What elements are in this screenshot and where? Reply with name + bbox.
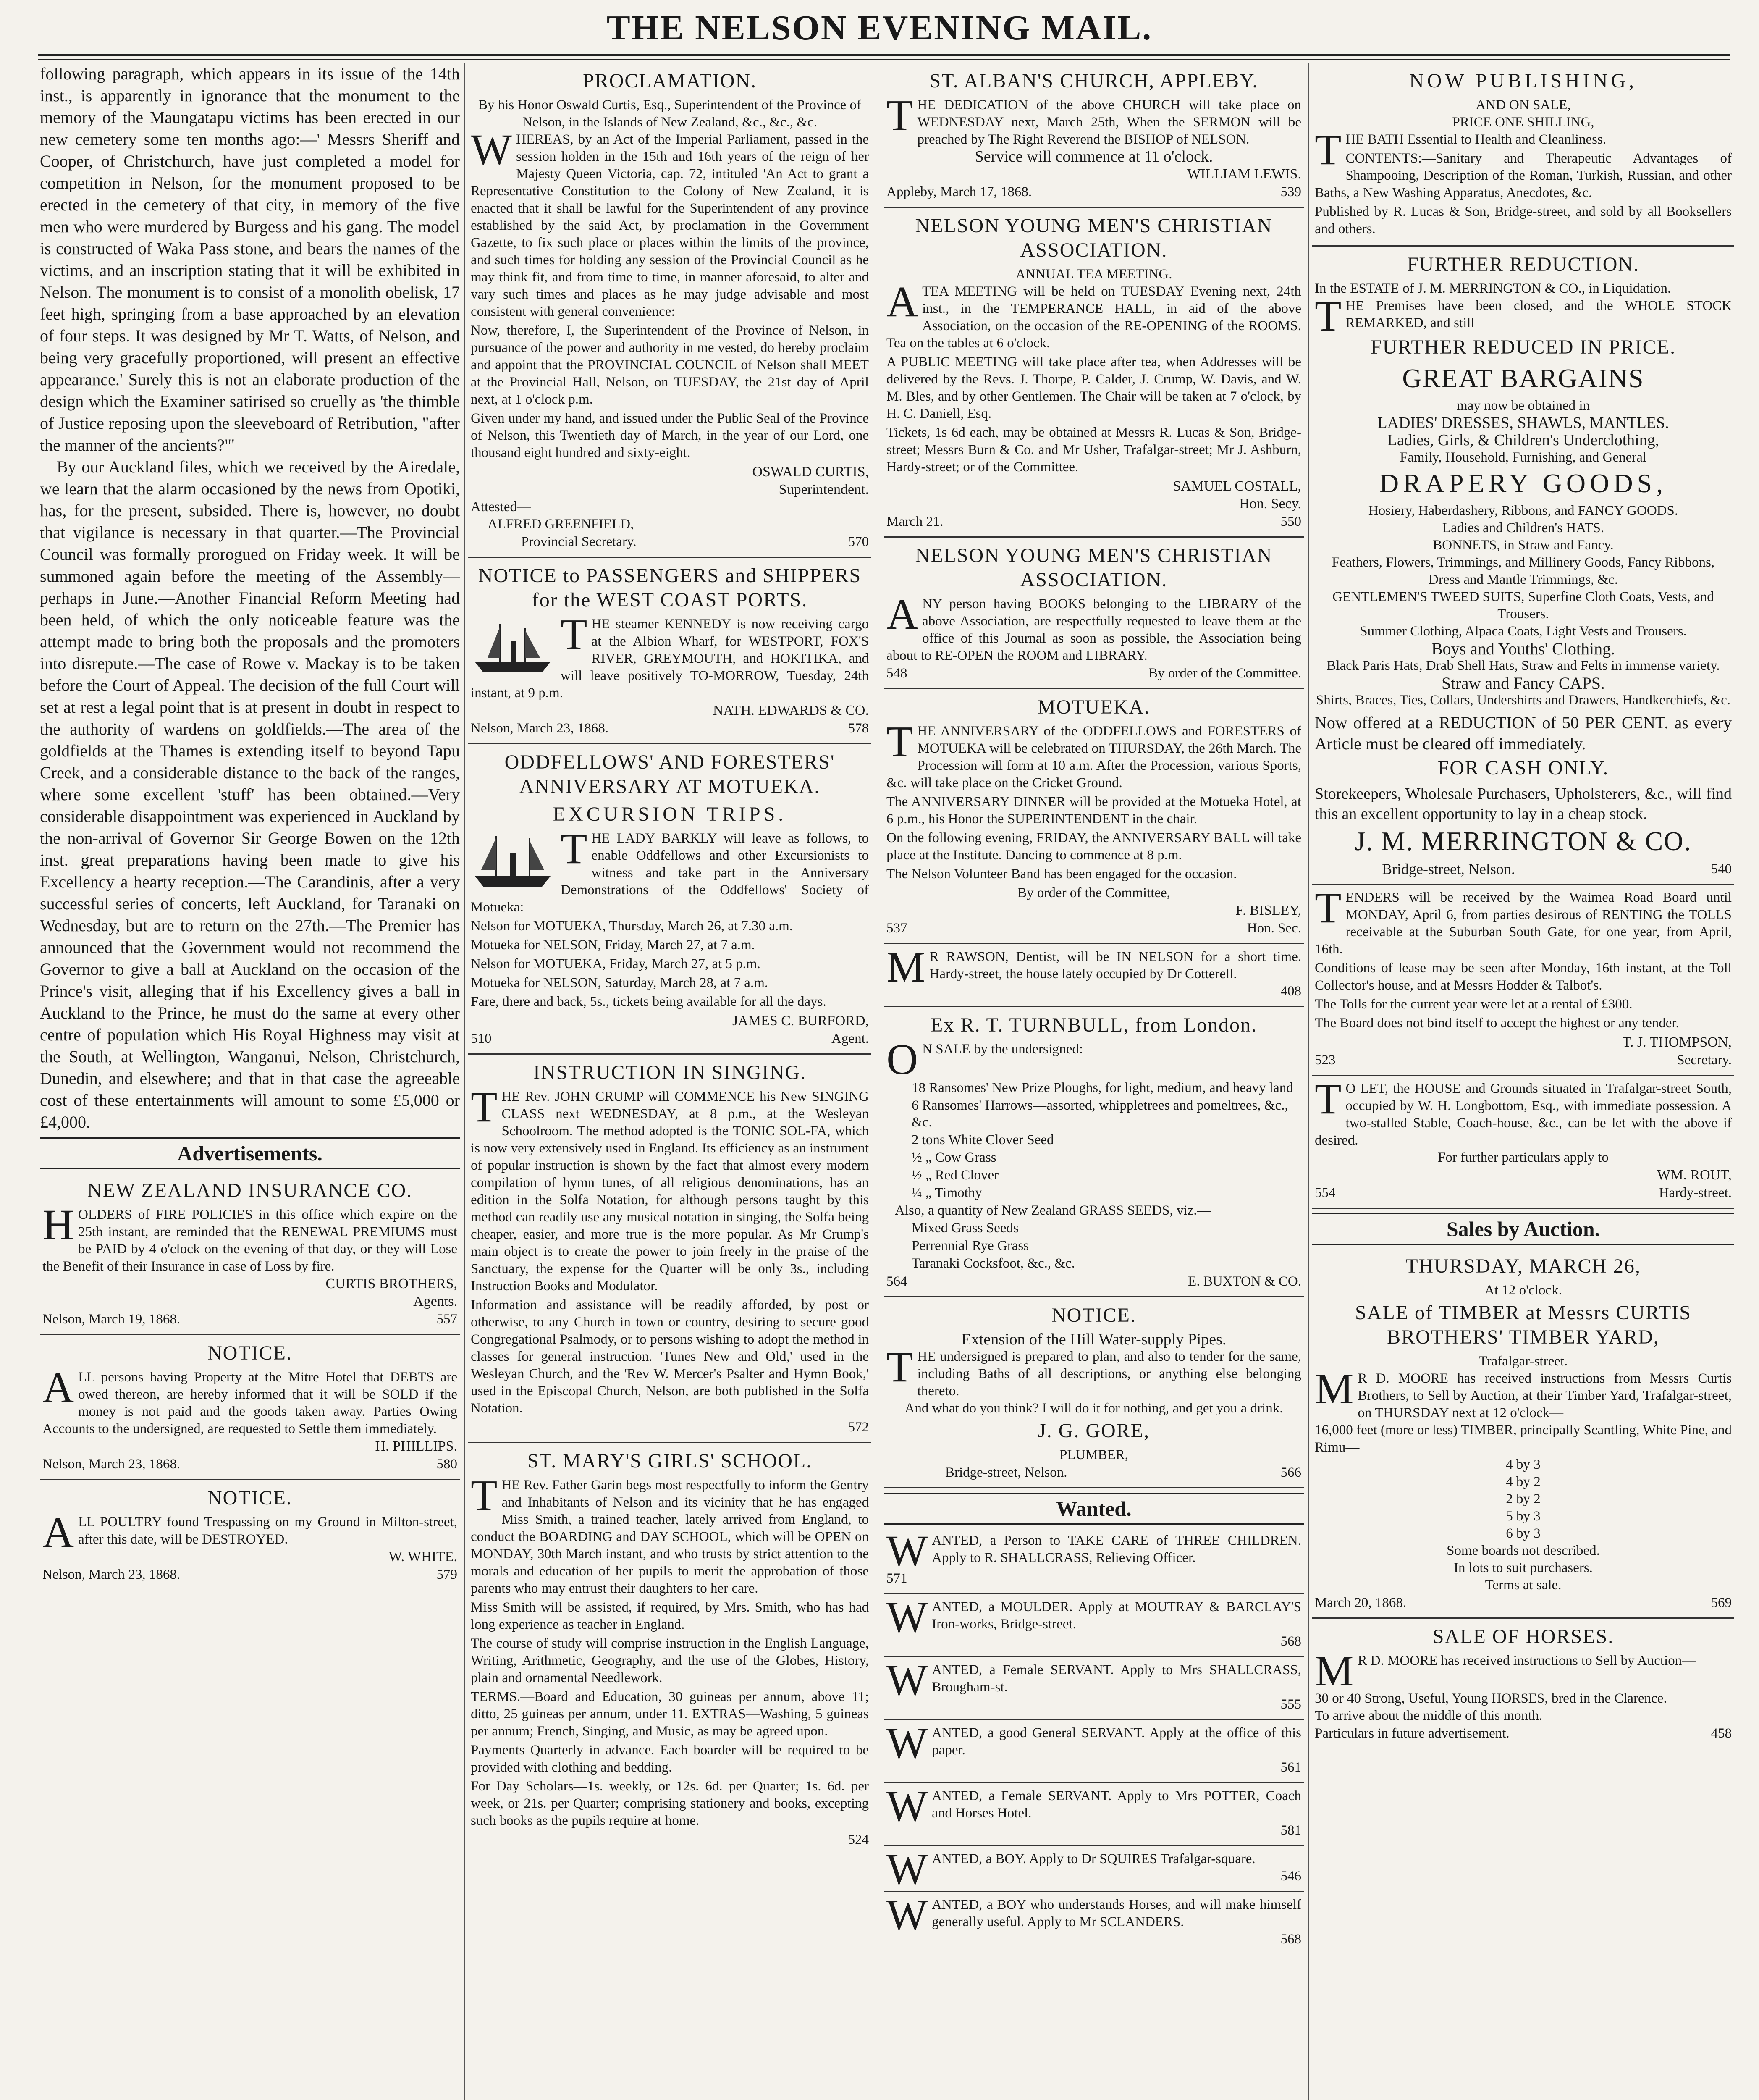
drop-cap: T xyxy=(471,1083,498,1131)
signature-role: Agents. xyxy=(413,1294,457,1309)
ad-line: GENTLEMEN'S TWEED SUITS, Superfine Cloth Coats, Vests, and Trousers. xyxy=(1332,589,1714,622)
ad-line: may now be obtained in xyxy=(1456,398,1590,413)
ad-number: 564 xyxy=(886,1274,907,1289)
ad-text: Published by R. Lucas & Son, Bridge-street, and sold by all Booksellers and others. xyxy=(1315,204,1732,236)
ad-number: 570 xyxy=(848,534,869,549)
ad-text: ANTED, a BOY who understands Horses, and will make himself generally useful. Apply to Mr SCLANDERS. xyxy=(932,1897,1301,1929)
masthead-rule xyxy=(38,54,1730,56)
ad-text: R D. MOORE has received instructions from Messrs Curtis Brothers, to Sell by Auction, at their Timber Yard, Trafalgar-street, on THURSDAY next at 12 o'clock— xyxy=(1358,1371,1732,1420)
masthead xyxy=(0,0,1759,55)
ad-text: HE BATH Essential to Health and Cleanliness. xyxy=(1345,132,1607,147)
news-article xyxy=(40,63,460,1133)
ad-turnbull xyxy=(884,1007,1304,1297)
wanted-ad xyxy=(884,1528,1304,1594)
attest-name: ALFRED GREENFIELD, xyxy=(488,517,634,532)
ad-text: ANTED, a Female SERVANT. Apply to Mrs SHALLCRASS, Brougham-st. xyxy=(932,1662,1301,1695)
signature: F. BISLEY, xyxy=(1235,903,1301,918)
ad-text: The ANNIVERSARY DINNER will be provided at the Motueka Hotel, at 6 p.m., his Honor the SUPERINTENDENT in the chair. xyxy=(886,794,1301,827)
ad-line: Hosiery, Haberdashery, Ribbons, and FANCY GOODS. xyxy=(1368,503,1678,518)
ad-to-let xyxy=(1312,1076,1734,1209)
ad-subtitle: ANNUAL TEA MEETING. xyxy=(1015,267,1172,282)
ad-headline: J. M. MERRINGTON & CO. xyxy=(1355,826,1692,856)
drop-cap: W xyxy=(886,1719,928,1767)
ad-text: R RAWSON, Dentist, will be IN NELSON for a short time. Hardy-street, the house lately occupied by Dr Cotterell. xyxy=(929,949,1301,982)
ad-text: Now, therefore, I, the Superintendent of the Province of Nelson, in pursuance of the power and authority in me vested, do hereby proclaim and appoint that the PROVINCIAL COUNCIL of Nelson shall MEET at the Provincial Hall, Nelson, on TUESDAY, the 21st day of April next, at 1 o'clock p.m. xyxy=(471,323,869,407)
ad-date: Nelson, March 23, 1868. xyxy=(471,721,609,736)
ad-headline: DRAPERY GOODS, xyxy=(1379,468,1667,498)
auction-header: Sales by Auction. xyxy=(1312,1213,1734,1245)
advertisements-header: Advertisements. xyxy=(40,1137,460,1169)
ad-line: Family, Household, Furnishing, and General xyxy=(1400,450,1647,465)
ad-text: ANTED, a Female SERVANT. Apply to Mrs POTTER, Coach and Horses Hotel. xyxy=(932,1788,1301,1821)
ad-number: 581 xyxy=(1280,1823,1301,1838)
drop-cap: T xyxy=(1315,292,1342,340)
ad-text: HE Rev. Father Garin begs most respectfully to inform the Gentry and Inhabitants of Nelson and its vicinity that he has engaged Miss Smith, a trained teacher, lately arrived from England, to conduct the BOARDING and DAY SCHOOL, which will be OPEN on MONDAY, 30th March instant, and who trusts by strict attention to the morals and education of her pupils to merit the approbation of those parents who may entrust their daughters to her care. xyxy=(471,1478,869,1596)
list-item: 2 tons White Clover Seed xyxy=(912,1132,1054,1147)
ad-number: 554 xyxy=(1315,1185,1336,1200)
drop-cap: M xyxy=(1315,1365,1354,1413)
list-item: Perrennial Rye Grass xyxy=(912,1238,1029,1253)
signature: H. PHILLIPS. xyxy=(375,1438,457,1454)
ad-number: 569 xyxy=(1711,1595,1732,1610)
ad-number: 566 xyxy=(1280,1465,1301,1480)
ad-title: MOTUEKA. xyxy=(1038,696,1150,718)
trip-item: Nelson for MOTUEKA, Friday, March 27, at 5 p.m. xyxy=(471,956,760,971)
ad-text: OLDERS of FIRE POLICIES in this office which expire on the 25th instant, are reminded that the RENEWAL PREMIUMS must be PAID by 4 o'clock on the evening of that day, or they will Lose the Benefit of their Insurance in case of Loss by fire. xyxy=(42,1207,457,1274)
news-paragraph: following paragraph, which appears in its issue of the 14th inst., is apparently in ignorance that the monument to the memory of the Maungatapu victims has been erected in our new cemetery some ten months ago:—' Messrs Sheriff and Cooper, of Christchurch, have just completed a model for competition in Nelson, for the monument proposed to be erected in the cemetery of that city, in memory of the five men who were murdered by Burgess and his gang. The model is constructed of Waka Pass stone, and bears the names of the victims, and an inscription stating that it will be exhibited in Nelson. The monument is to consist of a monolith obelisk, 17 feet high, springing from a base approached by an elevation of four steps. It was designed by Mr T. Watts, of Nelson, and being very gracefully proportioned, will present an effective appearance.' Surely this is not an elaborate production of the design which the Examiner satirised so cruelly as 'the thimble of Justice reposing upon the sleeveboard of Retribution, "after the manner of the ancients?"' xyxy=(40,64,460,454)
signature: CURTIS BROTHERS, xyxy=(325,1276,457,1292)
ad-subtitle: AND ON SALE, xyxy=(1476,97,1571,113)
ad-text: The course of study will comprise instruction in the English Language, Writing, Arithmetic, Geography, and the use of the Globes, History, plain and ornamental Needlework. xyxy=(471,1636,869,1685)
ad-motueka xyxy=(884,689,1304,944)
news-paragraph: By our Auckland files, which we received by the Airedale, we learn that the alarm occasioned by the news from Opotiki, has, for the present, subsided. There is, however, no doubt that vigilance is necessary in that quarter.—The Provincial Council was formally prorogued on Friday week. It will be summoned again before the meeting of the Assembly—perhaps in June.—Another Financial Reform Meeting had been held, of which the only noticeable feature was the attempt made to bring both the proposals and the promoters into disrepute.—The case of Rowe v. Mackay is to be taken before the Court of Appeal. The decision of the full Court will set at rest a legal point that is at present in doubt in respect to the authority of wardens on goldfields.—The area of the goldfields at the Thames is extending itself to beyond Tapu Creek, and a considerable distance to the back of the ranges, where some excellent 'stuff' has been obtained.—Very considerable disappointment was experienced in Auckland by the non-arrival of Governor Sir George Bowen on the 12th inst. great preparations having been made to give his Excellency a hearty reception.—The Carandinis, after a very successful series of concerts, left Auckland, for Taranaki on Wednesday, but are to return on the 27th.—The Premier has announced that the Government would not recommend the Governor to give a ball at Auckland on the occasion of the Prince's visit, alleging that if his Excellency gives a ball in Auckland to the Prince, he must do the same at every other centre of population which His Royal Highness may visit at the South, at Wellington, Wanganui, Nelson, Christchurch, Dunedin, and elsewhere; and that in that case the agreeable cost of these entertainments will amount to some £5,000 or £4,000. xyxy=(40,457,460,1131)
ad-st-marys xyxy=(468,1443,871,1854)
wanted-ad xyxy=(884,1657,1304,1720)
ad-text: Particulars in future advertisement. xyxy=(1315,1726,1510,1741)
column-ads-2 xyxy=(468,63,871,2100)
ad-text: The Tolls for the current year were let at a rental of £300. xyxy=(1315,997,1633,1012)
ad-text: Conditions of lease may be seen after Monday, 16th instant, at the Toll Collector's house, and at Messrs Hodder & Talbot's. xyxy=(1315,961,1732,993)
trip-item: Motueka for NELSON, Saturday, March 28, at 7 a.m. xyxy=(471,975,768,990)
column-ads-3 xyxy=(884,63,1304,2100)
list-item: 6 Ransomes' Harrows—assorted, whippletrees and pomeltrees, &c., &c. xyxy=(912,1098,1288,1130)
trip-item: Fare, there and back, 5s., tickets being available for all the days. xyxy=(471,994,826,1009)
drop-cap: W xyxy=(886,1656,928,1704)
ad-number: 537 xyxy=(886,921,907,936)
masthead-rule-thin xyxy=(38,59,1730,60)
ad-title: NOTICE. xyxy=(207,1342,292,1364)
ad-date: Appleby, March 17, 1868. xyxy=(886,184,1032,200)
ad-insurance xyxy=(40,1173,460,1335)
ad-line: Ladies, Girls, & Children's Underclothing, xyxy=(1387,431,1659,449)
ad-line: LADIES' DRESSES, SHAWLS, MANTLES. xyxy=(1377,414,1669,432)
ad-text: The Nelson Volunteer Band has been engaged for the occasion. xyxy=(886,866,1237,882)
drop-cap: T xyxy=(1315,126,1342,174)
ad-title: NOW PUBLISHING, xyxy=(1409,70,1638,92)
ad-line: Ladies and Children's HATS. xyxy=(1442,520,1604,536)
newspaper-title: THE NELSON EVENING MAIL. xyxy=(606,8,1153,47)
ad-title: NEW ZEALAND INSURANCE CO. xyxy=(87,1179,413,1202)
ad-text: Tickets, 1s 6d each, may be obtained at Messrs R. Lucas & Son, Bridge-street; Messrs Burn & Co. and Mr Usher, Trafalgar-street; Mr J. Ashburn, Hardy-street; or of the Committee. xyxy=(886,425,1301,475)
ad-text: To arrive about the middle of this month. xyxy=(1315,1708,1543,1723)
ad-text: In lots to suit purchasers. xyxy=(1454,1560,1593,1575)
drop-cap: T xyxy=(1315,884,1342,932)
drop-cap: T xyxy=(561,610,587,659)
ad-subtitle: At 12 o'clock. xyxy=(1484,1283,1562,1298)
drop-cap: T xyxy=(886,1343,913,1391)
ad-text: ANTED, a Person to TAKE CARE of THREE CHILDREN. Apply to R. SHALLCRASS, Relieving Officer. xyxy=(932,1533,1301,1565)
ad-number: 568 xyxy=(1280,1932,1301,1947)
drop-cap: W xyxy=(886,1782,928,1830)
ad-text: A PUBLIC MEETING will take place after tea, when Addresses will be delivered by the Revs. J. Thorpe, P. Calder, J. Crump, W. Davis, and W. M. Bles, and by other Gentlemen. The Chair will be taken at 7 o'clock, by H. C. Daniell, Esq. xyxy=(886,354,1301,421)
list-item: ½ „ Red Clover xyxy=(912,1168,999,1183)
ad-text: ENDERS will be received by the Waimea Road Board until MONDAY, April 6, from parties desirous of RENTING the TOLLS receivable at the Suburban South Gate, for one year, from April, 16th. xyxy=(1315,890,1732,957)
drop-cap: A xyxy=(42,1508,74,1557)
ship-icon xyxy=(471,830,555,893)
ad-number: 580 xyxy=(436,1457,457,1472)
ad-notice-mitre xyxy=(40,1335,460,1480)
ad-number: 539 xyxy=(1280,184,1301,200)
ad-byline: By order of the Committee, xyxy=(1017,885,1170,900)
ad-text: ANTED, a BOY. Apply to Dr SQUIRES Trafalgar-square. xyxy=(932,1851,1256,1866)
ad-number: 557 xyxy=(436,1312,457,1327)
size-item: 4 by 2 xyxy=(1506,1474,1541,1489)
drop-cap: A xyxy=(886,590,918,638)
ad-number: 578 xyxy=(848,721,869,736)
ad-notice-poultry xyxy=(40,1480,460,1589)
signature-role: Superintendent. xyxy=(779,482,869,497)
ad-number: 550 xyxy=(1280,514,1301,529)
signature-role: Hon. Secy. xyxy=(1239,496,1301,512)
drop-cap: A xyxy=(42,1363,74,1412)
ad-passengers xyxy=(468,558,871,744)
drop-cap: M xyxy=(886,943,925,991)
column-divider xyxy=(1308,63,1309,2100)
ad-title: PROCLAMATION. xyxy=(582,70,757,92)
ad-date: March 20, 1868. xyxy=(1315,1595,1407,1610)
ad-line: Feathers, Flowers, Trimmings, and Millinery Goods, Fancy Ribbons, Dress and Mantle Trimmings, &c. xyxy=(1332,555,1715,587)
ad-text: HEREAS, by an Act of the Imperial Parliament, passed in the session holden in the 15th and 16th years of the reign of her Majesty Queen Victoria, cap. 72, intituled 'An Act to grant a Representative Constitution to the Colony of New Zealand, it is enacted that it shall be lawful for the Superintendent of any province established by the said Act, by proclamation in the Government Gazette, to fix such place or places within the limits of the province, and such times for holding any session of the Provincial Council as he may think fit, and from time to time, in manner aforesaid, to alter and vary such times and places as he may judge advisable and most consistent with general convenience: xyxy=(471,132,869,319)
ad-line: Storekeepers, Wholesale Purchasers, Upholsterers, &c., will find this an excellent opportunity to lay in a cheap stock. xyxy=(1315,785,1732,823)
list-item: ¼ „ Timothy xyxy=(912,1185,982,1200)
ad-text: The Board does not bind itself to accept the highest or any tender. xyxy=(1315,1016,1679,1031)
ad-text: Payments Quarterly in advance. Each boarder will be required to be provided with clothing and bedding. xyxy=(471,1743,869,1775)
ad-text: HE LADY BARKLY will leave as follows, to enable Oddfellows and other Excursionists to witness and take part in the Anniversary Demonstrations of the Oddfellows' Society of Motueka:— xyxy=(471,831,869,915)
ad-line: Now offered at a REDUCTION of 50 PER CENT. as every Article must be cleared off immediately. xyxy=(1315,713,1732,753)
drop-cap: A xyxy=(886,278,918,326)
drop-cap: T xyxy=(886,717,913,766)
ad-title: ST. MARY'S GIRLS' SCHOOL. xyxy=(527,1450,813,1472)
wanted-ad xyxy=(884,1783,1304,1846)
ad-line: Straw and Fancy CAPS. xyxy=(1442,674,1605,693)
ad-waimea-tolls xyxy=(1312,885,1734,1076)
ad-number: 572 xyxy=(848,1420,869,1435)
ad-title: NOTICE. xyxy=(1051,1304,1136,1326)
ad-title: NELSON YOUNG MEN'S CHRISTIAN ASSOCIATION. xyxy=(915,544,1273,591)
ad-horse-sale xyxy=(1312,1619,1734,1748)
ad-text: CONTENTS:—Sanitary and Therapeutic Advantages of Shampooing, Description of the Roman, Turkish, Russian, and other Baths, a New Washing Apparatus, Anecdotes, &c. xyxy=(1315,151,1732,200)
ad-date: March 21. xyxy=(886,514,944,529)
ad-text: Given under my hand, and issued under the Public Seal of the Province of Nelson, this Twentieth day of March, in the year of our Lord, one thousand eight hundred and sixty-eight. xyxy=(471,411,869,460)
ad-text: ANTED, a good General SERVANT. Apply at the office of this paper. xyxy=(932,1725,1301,1758)
wanted-ad xyxy=(884,1846,1304,1892)
ad-title: NELSON YOUNG MEN'S CHRISTIAN ASSOCIATION. xyxy=(915,215,1273,261)
trip-item: Nelson for MOTUEKA, Thursday, March 26, at 7.30 a.m. xyxy=(471,919,793,934)
signature: SAMUEL COSTALL, xyxy=(1173,478,1301,494)
size-item: 4 by 3 xyxy=(1506,1457,1541,1472)
ad-text: TEA MEETING will be held on TUESDAY Evening next, 24th inst., in the TEMPERANCE HALL, in aid of the above Association, on the occasion of the RE-OPENING of the ROOMS. Tea on the tables at 6 o'clock. xyxy=(886,284,1301,351)
signature-role: Secretary. xyxy=(1677,1053,1732,1068)
signature: J. G. GORE, xyxy=(1038,1420,1150,1442)
column-divider xyxy=(464,63,465,2100)
ad-title: THURSDAY, MARCH 26, xyxy=(1405,1255,1641,1277)
drop-cap: W xyxy=(886,1891,928,1939)
ad-number: 571 xyxy=(886,1571,907,1586)
wanted-ad xyxy=(884,1720,1304,1783)
ad-intro: By his Honor Oswald Curtis, Esq., Superintendent of the Province of Nelson, in the Islands of New Zealand, &c., &c., &c. xyxy=(478,97,861,130)
drop-cap: T xyxy=(561,824,587,873)
signature: WILLIAM LEWIS. xyxy=(1187,166,1301,182)
drop-cap: T xyxy=(1315,1075,1342,1123)
ad-text: NY person having BOOKS belonging to the LIBRARY of the above Association, are respectfully requested to leave them at the office of this Journal as soon as possible, the Association being about to RE-OPEN the ROOM and LIBRARY. xyxy=(886,596,1301,663)
ad-date: Nelson, March 19, 1868. xyxy=(42,1312,181,1327)
wanted-header: Wanted. xyxy=(884,1493,1304,1525)
ad-line: Boys and Youths' Clothing. xyxy=(1431,639,1615,658)
ad-number: 524 xyxy=(848,1832,869,1847)
ad-text: LL POULTRY found Trespassing on my Ground in Milton-street, after this date, will be DESTROYED. xyxy=(78,1515,457,1547)
ad-title: Ex R. T. TURNBULL, from London. xyxy=(931,1014,1257,1036)
ad-number: 540 xyxy=(1711,861,1732,877)
ad-ymca-books xyxy=(884,538,1304,689)
ad-ymca-tea xyxy=(884,208,1304,538)
ad-text: LL persons having Property at the Mitre Hotel that DEBTS are owed thereon, are hereby informed that it will be SOLD if the money is not paid and the goods taken away. Parties Owing Accounts to the undersigned, are requested to Settle them immediately. xyxy=(42,1370,457,1436)
ad-number: 579 xyxy=(436,1567,457,1582)
ad-title: INSTRUCTION IN SINGING. xyxy=(533,1061,806,1084)
column-ads-4 xyxy=(1312,63,1734,2100)
list-item: ½ „ Cow Grass xyxy=(912,1150,996,1165)
ad-text: HE ANNIVERSARY of the ODDFELLOWS and FORESTERS of MOTUEKA will be celebrated on THURSDAY, the 26th March. The Procession will form at 10 a.m. After the Procession, various Sports, &c. will take place on the Cricket Ground. xyxy=(886,724,1301,790)
ad-subtitle: Trafalgar-street. xyxy=(1479,1354,1568,1369)
ad-singing xyxy=(468,1055,871,1443)
signature: T. J. THOMPSON, xyxy=(1622,1034,1732,1050)
size-item: 2 by 2 xyxy=(1506,1491,1541,1507)
ad-text: For Day Scholars—1s. weekly, or 12s. 6d. per Quarter; 1s. 6d. per week, or 21s. per Quarter; comprising stationery and books, excepting such books as the pupils require at home. xyxy=(471,1779,869,1828)
ad-text: On the following evening, FRIDAY, the ANNIVERSARY BALL will take place at the Institute. Dancing to commence at 8 p.m. xyxy=(886,830,1301,863)
drop-cap: T xyxy=(471,1471,498,1520)
ad-title: ODDFELLOWS' AND FORESTERS' ANNIVERSARY AT MOTUEKA. xyxy=(504,751,835,798)
signature-role: PLUMBER, xyxy=(1059,1447,1129,1462)
ad-text: HE Premises have been closed, and the WHOLE STOCK REMARKED, and still xyxy=(1345,298,1732,331)
drop-cap: W xyxy=(471,126,512,174)
ad-number: 555 xyxy=(1280,1697,1301,1712)
ad-place: Bridge-street, Nelson. xyxy=(1382,861,1515,877)
ad-line: Summer Clothing, Alpaca Coats, Light Vests and Trousers. xyxy=(1360,624,1687,639)
ad-number: 548 xyxy=(886,666,907,681)
ad-text: HE DEDICATION of the above CHURCH will take place on WEDNESDAY next, March 25th, When the SERMON will be preached by The Right Reverend the BISHOP of NELSON. xyxy=(917,97,1301,147)
ad-title: NOTICE to PASSENGERS and SHIPPERS for the WEST COAST PORTS. xyxy=(478,564,862,611)
signature: JAMES C. BURFORD, xyxy=(732,1013,869,1029)
ad-title: ST. ALBAN'S CHURCH, APPLEBY. xyxy=(929,70,1258,92)
list-item: 18 Ransomes' New Prize Ploughs, for light, medium, and heavy land xyxy=(912,1080,1293,1095)
ad-subtitle: PRICE ONE SHILLING, xyxy=(1452,115,1594,130)
ad-title: SALE OF HORSES. xyxy=(1432,1625,1614,1648)
ad-rawson xyxy=(884,944,1304,1007)
ad-number: 458 xyxy=(1711,1726,1732,1741)
drop-cap: W xyxy=(886,1845,928,1893)
ad-title: NOTICE. xyxy=(207,1487,292,1509)
signature: W. WHITE. xyxy=(388,1549,457,1564)
signature-role: Agent. xyxy=(831,1031,869,1046)
ad-line: Shirts, Braces, Ties, Collars, Undershirts and Drawers, Handkerchiefs, &c. xyxy=(1316,693,1731,708)
ad-text: Terms at sale. xyxy=(1485,1578,1562,1593)
ad-subtitle: EXCURSION TRIPS. xyxy=(553,803,787,825)
wanted-ad xyxy=(884,1892,1304,1954)
ad-date: Nelson, March 23, 1868. xyxy=(42,1457,181,1472)
ship-icon xyxy=(471,616,555,679)
ad-title: SALE of TIMBER at Messrs CURTIS BROTHERS' TIMBER YARD, xyxy=(1355,1302,1691,1348)
ad-text: For further particulars apply to xyxy=(1438,1150,1609,1165)
ad-line: BONNETS, in Straw and Fancy. xyxy=(1433,538,1614,553)
ad-publishing xyxy=(1312,63,1734,247)
signature: NATH. EDWARDS & CO. xyxy=(713,703,869,718)
ad-timber-sale xyxy=(1312,1248,1734,1619)
ad-number: 408 xyxy=(1280,984,1301,999)
ad-text: R D. MOORE has received instructions to Sell by Auction— xyxy=(1358,1653,1696,1668)
size-item: 5 by 3 xyxy=(1506,1509,1541,1524)
size-item: 6 by 3 xyxy=(1506,1526,1541,1541)
ad-subtitle: Extension of the Hill Water-supply Pipes. xyxy=(961,1331,1227,1348)
signature: WM. ROUT, xyxy=(1657,1167,1732,1183)
ad-text: And what do you think? I will do it for nothing, and get you a drink. xyxy=(904,1401,1283,1416)
ad-text: 16,000 feet (more or less) TIMBER, principally Scantling, White Pine, and Rimu— xyxy=(1315,1423,1732,1455)
ad-text: Miss Smith will be assisted, if required, by Mrs. Smith, who has had long experience as teacher in England. xyxy=(471,1600,869,1632)
ad-headline: FURTHER REDUCED IN PRICE. xyxy=(1370,336,1676,358)
attest-role: Provincial Secretary. xyxy=(521,534,637,549)
list-item: Also, a quantity of New Zealand GRASS SEEDS, viz.— xyxy=(895,1203,1211,1218)
ad-number: 568 xyxy=(1280,1634,1301,1649)
ad-text: Information and assistance will be readily afforded, by post or otherwise, to any Church in town or country, desiring to secure good Congregational Psalmody, or to persons wishing to adopt the method in classes for general instruction. 'Tunes New and Old,' used in the Wesleyan Church, and the 'Rev W. Mercer's Psalter and Hymn Book,' used in the Episcopal Church, Nelson, are both published in the Solfa Notation. xyxy=(471,1297,869,1416)
drop-cap: O xyxy=(886,1035,918,1084)
ad-date: Nelson, March 23, 1868. xyxy=(42,1567,181,1582)
signature: E. BUXTON & CO. xyxy=(1188,1274,1301,1289)
list-item: Mixed Grass Seeds xyxy=(912,1221,1019,1236)
ad-text: ANTED, a MOULDER. Apply at MOUTRAY & BARCLAY'S Iron-works, Bridge-street. xyxy=(932,1599,1301,1632)
ad-hill-water xyxy=(884,1297,1304,1488)
ad-oddfellows xyxy=(468,744,871,1055)
ad-line: Black Paris Hats, Drab Shell Hats, Straw and Felts in immense variety. xyxy=(1326,658,1720,673)
drop-cap: W xyxy=(886,1593,928,1641)
ad-proclamation xyxy=(468,63,871,558)
ad-text: TERMS.—Board and Education, 30 guineas per annum, above 11; ditto, 25 guineas per annum, under 11. EXTRAS—Washing, 5 guineas per annum; French, Singing, and Music, as may be agreed upon. xyxy=(471,1689,869,1739)
drop-cap: T xyxy=(886,91,913,139)
signature-role: Hardy-street. xyxy=(1659,1185,1732,1200)
ad-text: HE Rev. JOHN CRUMP will COMMENCE his New SINGING CLASS next WEDNESDAY, at 8 p.m., at the Wesleyan Schoolroom. The method adopted is the TONIC SOL-FA, which is now very extensively used in England. Its efficiency as an instrument of popular instruction is shown by the fact that almost every modern compilation of hymn tunes, of all religious denominations, has an edition in the Solfa Notation, for although persons taught by this method can readily use any musical notation in singing, the Solfa being cheaper, easier, and more true is the more popular. As Mr Crump's main object is to create the power to join freely in the praise of the Sanctuary, the expense for the Quarter will be only 3s., including Instruction Books and Modulator. xyxy=(471,1089,869,1294)
ad-number: 523 xyxy=(1315,1053,1336,1068)
column-news xyxy=(40,63,460,2100)
ad-text: N SALE by the undersigned:— xyxy=(922,1042,1097,1057)
attest-label: Attested— xyxy=(471,499,531,514)
ad-byline: By order of the Committee. xyxy=(1148,666,1301,681)
ad-headline: GREAT BARGAINS xyxy=(1402,363,1644,393)
drop-cap: H xyxy=(42,1201,74,1249)
wanted-ad xyxy=(884,1594,1304,1657)
ad-number: 561 xyxy=(1280,1760,1301,1775)
ad-headline: FOR CASH ONLY. xyxy=(1437,757,1609,779)
ad-st-albans xyxy=(884,63,1304,208)
ad-place: Bridge-street, Nelson. xyxy=(945,1465,1067,1480)
ad-number: 510 xyxy=(471,1031,492,1046)
ad-text: O LET, the HOUSE and Grounds situated in Trafalgar-street South, occupied by W. H. Longbottom, Esq., with immediate possession. A two-stalled Stable, Coach-house, &c., can be let with the above if desired. xyxy=(1315,1081,1732,1148)
drop-cap: M xyxy=(1315,1647,1354,1695)
ad-intro: In the ESTATE of J. M. MERRINGTON & CO., in Liquidation. xyxy=(1315,281,1671,296)
ad-text: HE undersigned is prepared to plan, and also to tender for the same, including Baths of all descriptions, or anything else belonging thereto. xyxy=(917,1349,1301,1399)
trip-item: Motueka for NELSON, Friday, March 27, at 7 a.m. xyxy=(471,937,755,953)
signature-role: Hon. Sec. xyxy=(1247,921,1301,936)
signature: OSWALD CURTIS, xyxy=(752,464,869,480)
ad-text: Service will commence at 11 o'clock. xyxy=(975,148,1213,165)
ad-text: 30 or 40 Strong, Useful, Young HORSES, bred in the Clarence. xyxy=(1315,1691,1667,1706)
ad-title: FURTHER REDUCTION. xyxy=(1407,253,1640,276)
ad-text: Some boards not described. xyxy=(1447,1543,1600,1558)
drop-cap: W xyxy=(886,1527,928,1575)
list-item: Taranaki Cocksfoot, &c., &c. xyxy=(912,1256,1075,1271)
ad-merrington xyxy=(1312,247,1734,885)
ad-number: 546 xyxy=(1280,1869,1301,1884)
ad-text: HE steamer KENNEDY is now receiving cargo at the Albion Wharf, for WESTPORT, FOX'S RIVER, GREYMOUTH, and HOKITIKA, and will leave positively TO-MORROW, Tuesday, 24th instant, at 9 p.m. xyxy=(471,617,869,701)
